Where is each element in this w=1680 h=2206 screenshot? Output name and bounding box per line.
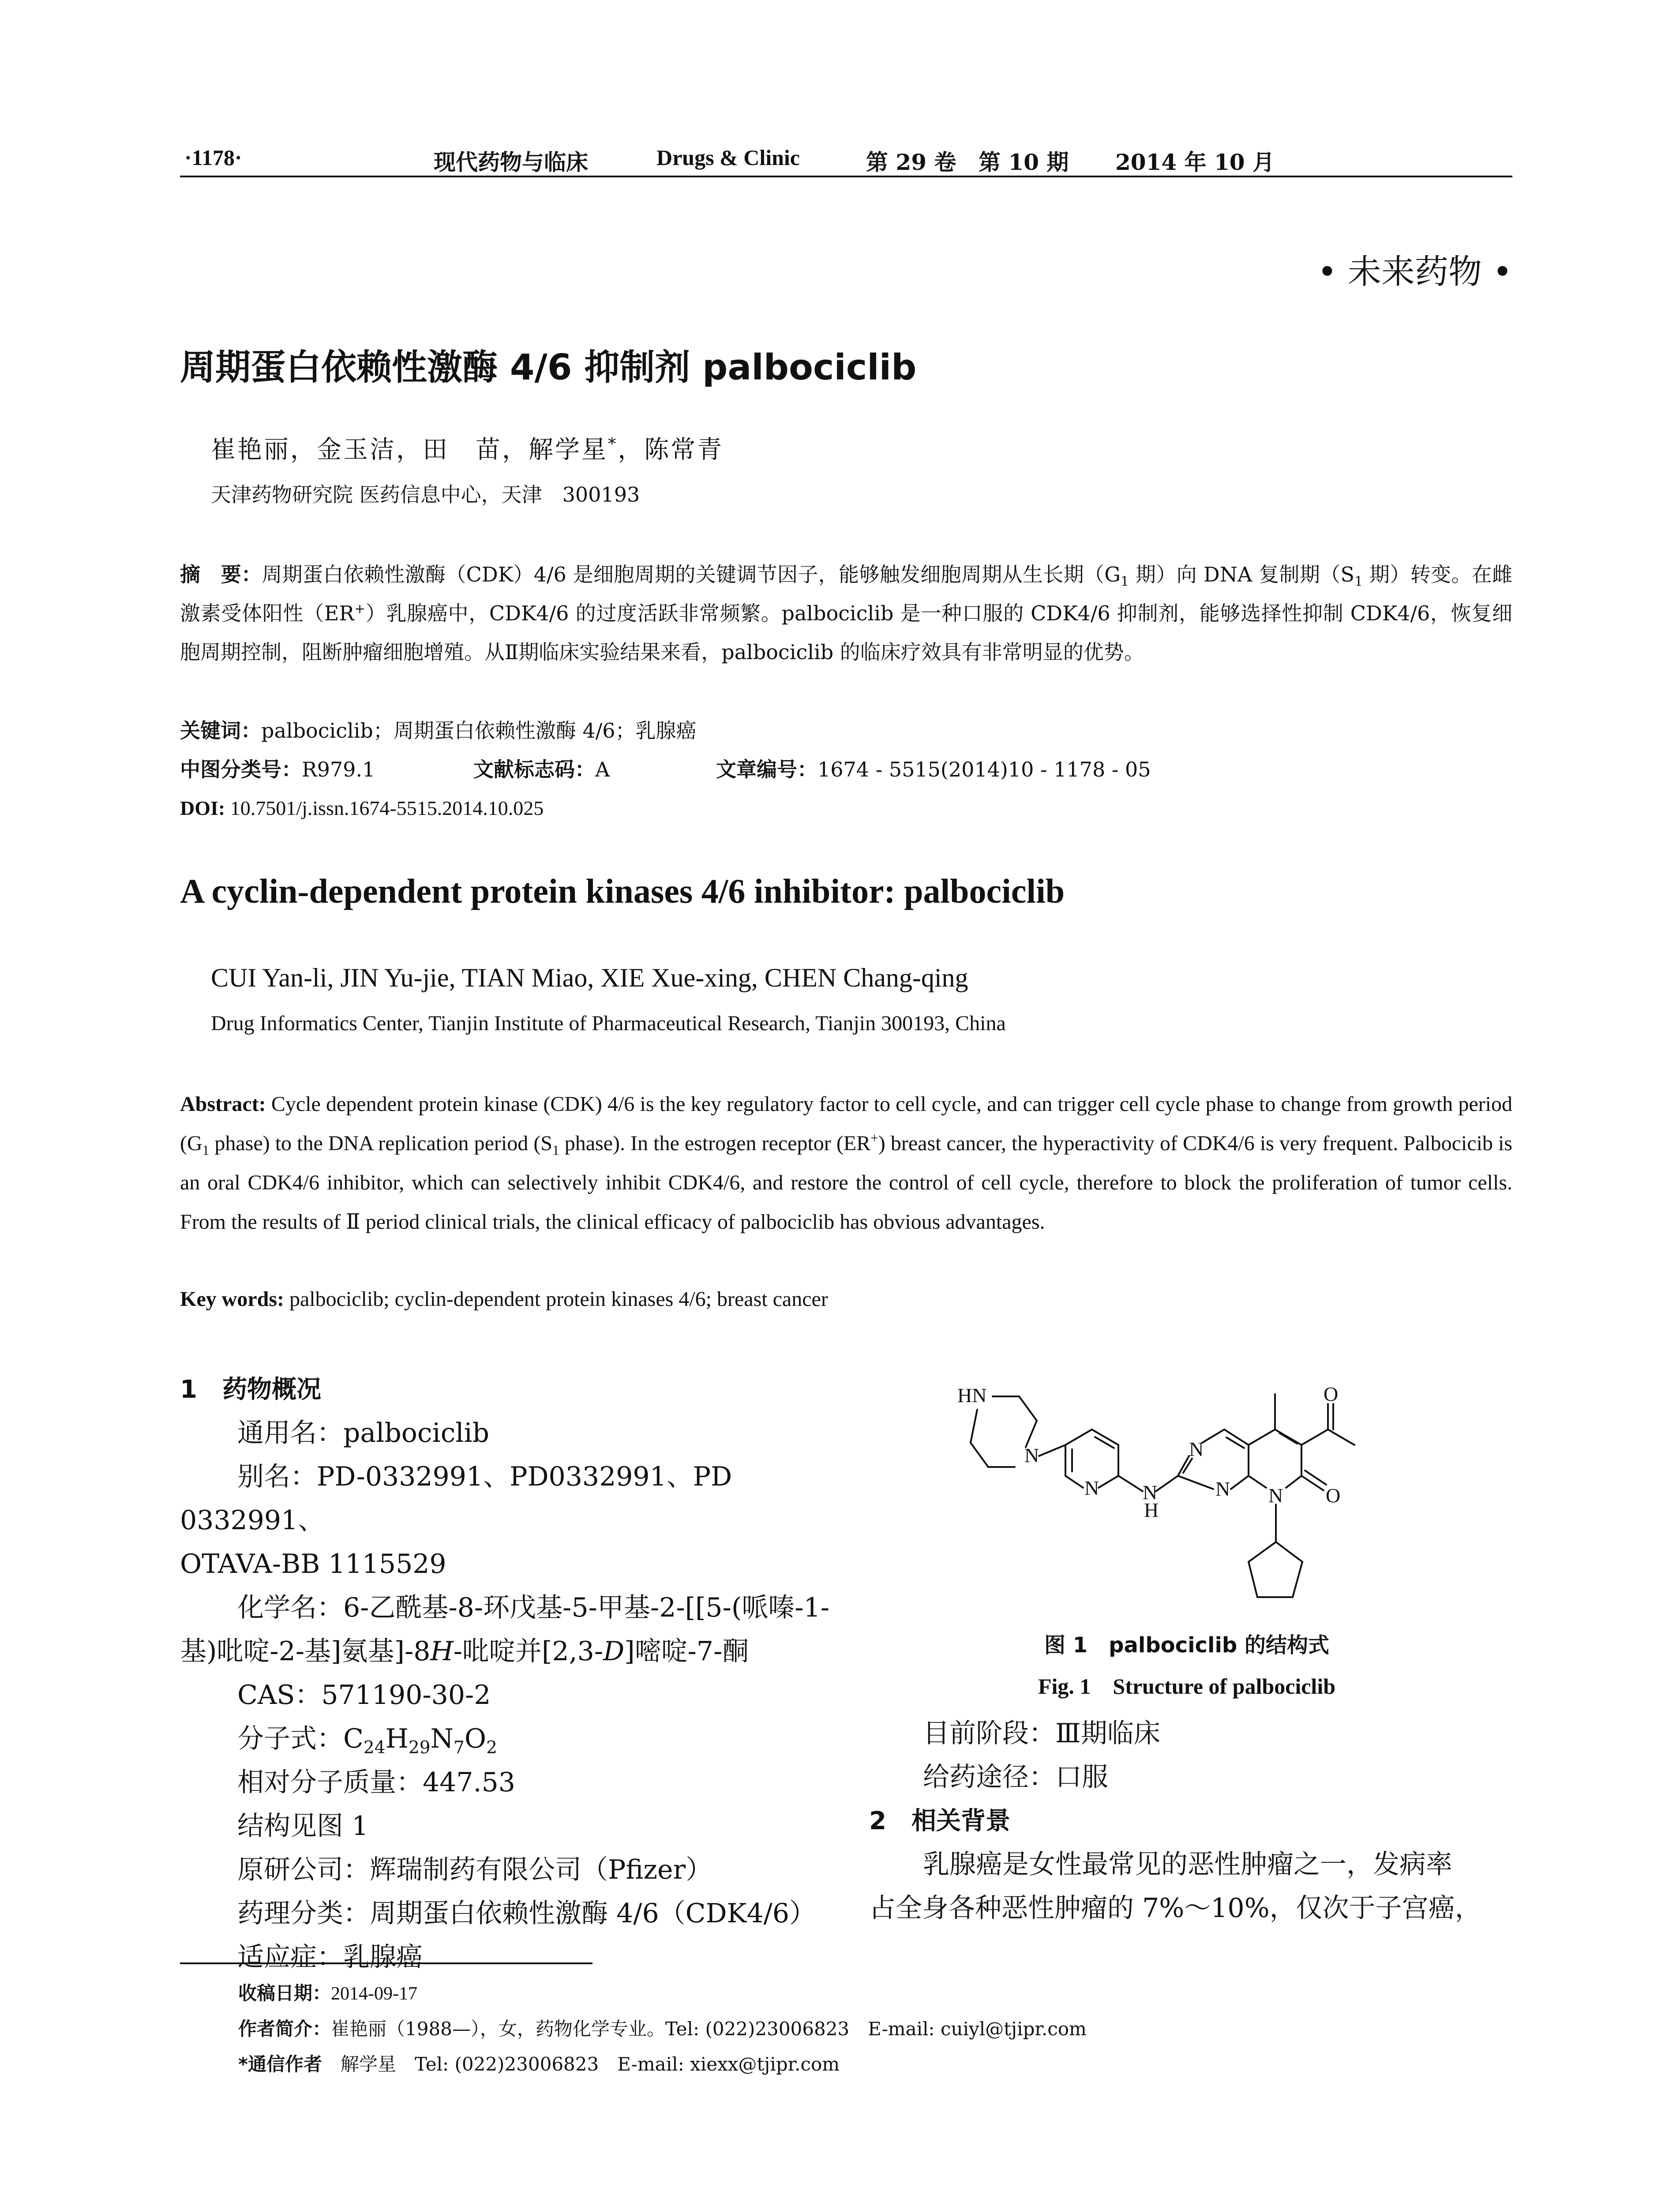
page-number: ·1178· <box>184 145 242 170</box>
atom-n-bridge: N <box>1143 1481 1158 1504</box>
received-date: 收稿日期：2014-09-17 <box>238 1982 417 2004</box>
alias-line-2: OTAVA-BB 1115529 <box>180 1549 446 1579</box>
title-cn: 周期蛋白依赖性激酶 4/6 抑制剂 palbociclib <box>180 347 917 388</box>
abstract-label-en: Abstract: <box>180 1092 266 1116</box>
footnotes <box>238 1976 1087 2082</box>
affiliation-cn: 天津药物研究院 医药信息中心，天津 300193 <box>211 483 640 506</box>
atom-o-ketone: O <box>1326 1484 1341 1507</box>
indication: 适应症：乳腺癌 <box>237 1942 423 1973</box>
abstract-cn: 摘 要：周期蛋白依赖性激酶（CDK）4/6 是细胞周期的关键调节因子，能够触发细胞周期从生长期（$G_1$ 期）向 DNA 复制期（$S_1$ 期）转变。在雌激素受体阳性（ER+）乳腺癌中，CDK4/6 的过度活跃非常频繁。palbociclib 是一种口服的 CDK4/6 抑制剂，能够选择性抑制 CDK4/6，恢复细胞周期控制，阻断肿瘤细胞增殖。从Ⅱ期临床实验结果来看，palbociclib 的临床疗效具有非常明显的优势。 <box>180 563 1513 664</box>
figure-caption-en: Fig. 1 Structure of palbociclib <box>1038 1674 1336 1699</box>
keywords-cn: 关键词：palbociclib；周期蛋白依赖性激酶 4/6；乳腺癌 <box>180 719 697 743</box>
abstract-label-cn: 摘 要： <box>180 563 262 586</box>
atom-o-acetyl: O <box>1324 1383 1339 1405</box>
atom-n-piperazine: N <box>1024 1444 1039 1467</box>
originator: 原研公司：辉瑞制药有限公司（Pfizer） <box>237 1854 712 1885</box>
journal-name-cn: 现代药物与临床 <box>434 149 588 175</box>
header-rule <box>180 176 1512 177</box>
section-2-heading: 2 相关背景 <box>869 1807 1010 1835</box>
administration-route: 给药途径：口服 <box>923 1762 1108 1793</box>
chemical-name-line-1: 化学名：6-乙酰基-8-环戊基-5-甲基-2-[[5-(哌嗪-1- <box>237 1592 830 1623</box>
issue: 第 10 期 <box>979 149 1069 175</box>
section-1-heading: 1 药物概况 <box>180 1375 321 1404</box>
atom-n-pyridine: N <box>1084 1477 1099 1499</box>
structure-reference: 结构见图 1 <box>237 1811 369 1842</box>
volume: 第 29 卷 <box>866 149 956 175</box>
document-code: A <box>595 758 610 781</box>
left-column <box>180 1368 833 1979</box>
article-number: 1674 - 5515(2014)10 - 1178 - 05 <box>818 758 1151 781</box>
clc-number: R979.1 <box>302 758 375 781</box>
running-header <box>180 140 1512 176</box>
section-2-line-2: 占全身各种恶性肿瘤的 7%～10%，仅次于子宫癌， <box>869 1893 1481 1924</box>
palbociclib-structure-figure <box>949 1377 1456 1641</box>
atom-n-pyrimidine-3: N <box>1215 1478 1230 1500</box>
molecular-weight: 相对分子质量：447.53 <box>237 1767 515 1798</box>
molecular-formula: 分子式：$C_{24}H_{29}N_7O_2$ <box>237 1723 497 1758</box>
authors-en: CUI Yan-li, JIN Yu-jie, TIAN Miao, XIE Xue-xing, CHEN Chang-qing <box>211 963 968 992</box>
abstract-en: Abstract: Cycle dependent protein kinase (CDK) 4/6 is the key regulatory factor to cell cycle, and can trigger cell cycle phase to change from growth period ($G_1$ phase) to the DNA replication period ($S_1$ phase). In the estrogen receptor (ER+) breast cancer, the hyperactivity of CDK4/6 is very frequent. Palbocicib is an oral CDK4/6 inhibitor, which can selectively inhibit CDK4/6, and restore the control of cell cycle, therefore to block the proliferation of tumor cells. From the results of Ⅱ period clinical trials, the clinical efficacy of palbociclib has obvious advantages. <box>180 1092 1513 1234</box>
affiliation-en: Drug Informatics Center, Tianjin Institute of Pharmaceutical Research, Tianjin 300193, China <box>211 1012 1006 1035</box>
atom-hn: HN <box>957 1384 987 1407</box>
figure-caption-cn: 图 1 palbociclib 的结构式 <box>1044 1633 1329 1658</box>
right-column <box>869 1712 1512 1930</box>
keywords-en: Key words: palbociclib; cyclin-dependent protein kinases 4/6; breast cancer <box>180 1287 828 1311</box>
classification-row: 中图分类号： R979.1 文献标志码： A 文章编号： 1674 - 5515(2014)10 - 1178 - 05 <box>180 750 1512 789</box>
generic-name: 通用名：palbociclib <box>237 1418 490 1448</box>
atom-n-8: N <box>1268 1484 1283 1507</box>
atom-h-bridge: H <box>1144 1499 1159 1521</box>
section-2-line-1: 乳腺癌是女性最常见的恶性肿瘤之一，发病率 <box>923 1849 1452 1880</box>
title-en: A cyclin-dependent protein kinases 4/6 inhibitor: palbociclib <box>180 872 1065 910</box>
cas-number: CAS：571190-30-2 <box>237 1680 491 1711</box>
current-stage: 目前阶段：Ⅲ期临床 <box>923 1718 1160 1749</box>
chemical-name-line-2: 基)吡啶-2-基]氨基]-8H-吡啶并[2,3-D]嘧啶-7-酮 <box>180 1636 749 1667</box>
column-label: • 未来药物 • <box>1317 252 1512 291</box>
doi: DOI: 10.7501/j.issn.1674-5515.2014.10.025 <box>180 797 544 819</box>
authors-cn: 崔艳丽，金玉洁，田 苗，解学星*，陈常青 <box>211 434 724 464</box>
footnote-rule <box>180 1962 592 1964</box>
issue-date: 2014 年 10 月 <box>1115 149 1275 175</box>
atom-n-pyrimidine-1: N <box>1189 1438 1204 1460</box>
alias-line-1: 别名：PD-0332991、PD0332991、PD 0332991、 <box>180 1461 732 1536</box>
author-bio: 作者简介：崔艳丽（1988—），女，药物化学专业。Tel: (022)23006823 E-mail: cuiyl@tjipr.com <box>238 2018 1087 2040</box>
journal-name-en: Drugs & Clinic <box>656 145 800 170</box>
corresponding-author: *通信作者 解学星 Tel: (022)23006823 E-mail: xiexx@tjipr.com <box>238 2053 840 2075</box>
pharmacological-class: 药理分类：周期蛋白依赖性激酶 4/6（CDK4/6） <box>237 1898 816 1929</box>
